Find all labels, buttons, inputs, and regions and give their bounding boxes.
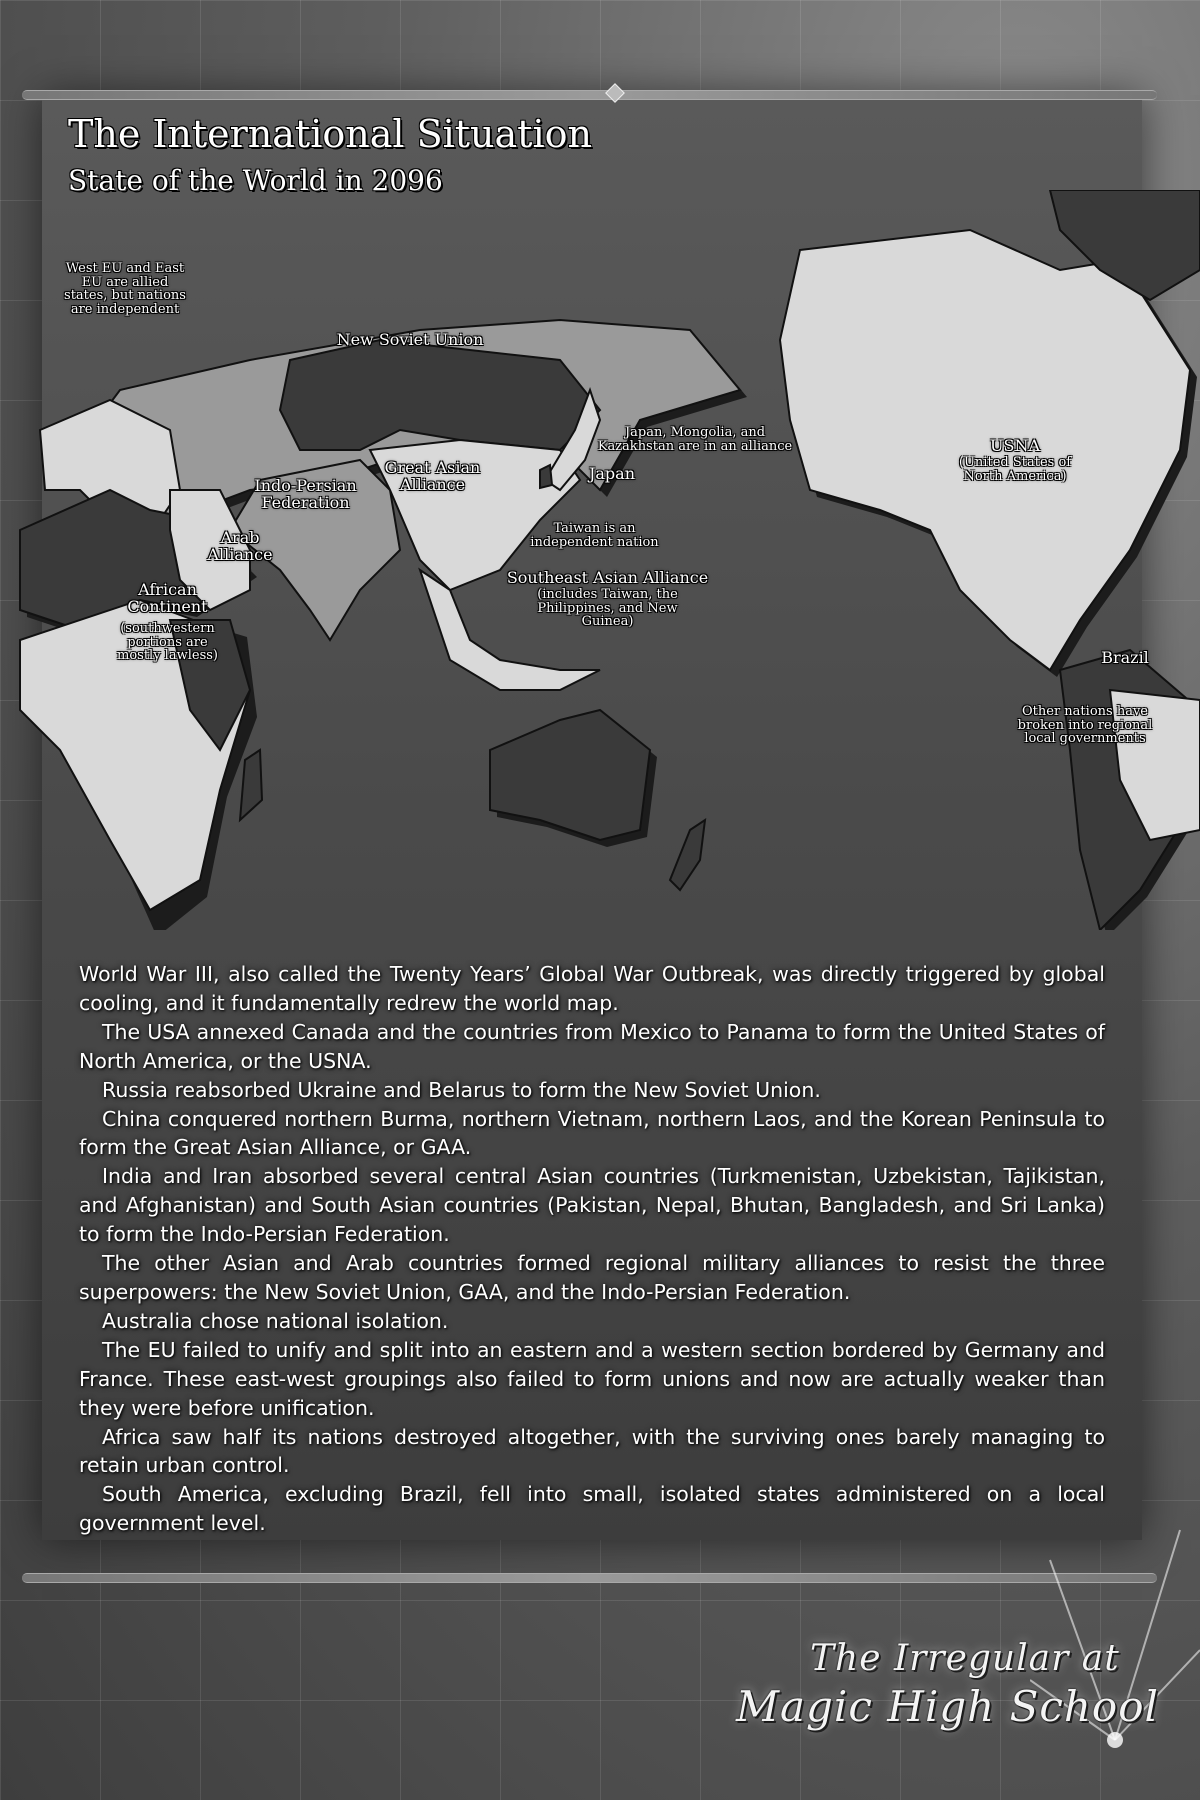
logo-line-1: The Irregular at — [810, 1638, 1120, 1679]
label-taiwan-note: Taiwan is an independent nation — [530, 521, 659, 550]
series-logo — [730, 1630, 1160, 1750]
label-usna: USNA — [990, 436, 1040, 455]
paragraph: Russia reabsorbed Ukraine and Belarus to form the New Soviet Union. — [102, 1077, 821, 1102]
bottom-divider — [22, 1573, 1157, 1583]
page-title: The International Situation — [68, 112, 592, 156]
label-brazil: Brazil — [1101, 648, 1149, 667]
label-japan-note: Japan, Mongolia, and Kazakhstan are in an alliance — [597, 425, 793, 454]
label-other-nations: Other nations have broken into regional local governments — [1017, 704, 1153, 747]
page-subtitle: State of the World in 2096 — [68, 164, 443, 197]
label-usna-note: (United States of North America) — [958, 455, 1072, 484]
label-west-east-eu: West EU and East EU are allied states, but nations are independent — [64, 261, 186, 317]
paragraph: The USA annexed Canada and the countries from Mexico to Panama to form the United States of North America, or the USNA. — [79, 1019, 1105, 1073]
label-african-continent: African Continent — [127, 580, 208, 616]
paragraph: China conquered northern Burma, northern Vietnam, northern Laos, and the Korean Peninsula to form the Great Asian Alliance, or GAA. — [79, 1106, 1105, 1160]
label-japan: Japan — [588, 464, 636, 483]
label-southeast-asian-note: (includes Taiwan, the Philippines, and New Guinea) — [537, 587, 678, 630]
body-text — [79, 960, 1105, 1538]
paragraph: The other Asian and Arab countries formed regional military alliances to resist the three superpowers: the New Soviet Union, GAA, and the Indo-Persian Federation. — [79, 1251, 1105, 1304]
label-great-asian-alliance: Great Asian Alliance — [384, 458, 481, 494]
label-arab-alliance: Arab Alliance — [207, 528, 273, 564]
label-indo-persian: Indo-Persian Federation — [254, 476, 357, 512]
taiwan-region — [540, 465, 552, 488]
paragraph: Australia chose national isolation. — [102, 1308, 449, 1333]
logo-line-2: Magic High School — [736, 1682, 1159, 1731]
madagascar-region — [240, 750, 262, 820]
paragraph: South America, excluding Brazil, fell into small, isolated states administered on a local government level. — [79, 1482, 1105, 1536]
regions — [20, 190, 1200, 930]
label-southeast-asian-alliance: Southeast Asian Alliance — [506, 568, 709, 587]
paragraph: World War III, also called the Twenty Years’ Global War Outbreak, was directly triggered by global cooling, and it fundamentally redrew the world map. — [79, 962, 1105, 1015]
paragraph: Africa saw half its nations destroyed altogether, with the surviving ones barely managing to retain urban control. — [79, 1424, 1105, 1478]
paragraph: The EU failed to unify and split into an eastern and a western section bordered by Germany and France. These east-west groupings also failed to form unions and now are actually weaker than they were before unification. — [79, 1337, 1105, 1420]
top-divider — [22, 90, 1157, 100]
new-zealand-region — [670, 820, 705, 890]
label-african-note: (southwestern portions are mostly lawless) — [117, 621, 218, 664]
label-new-soviet-union: New Soviet Union — [336, 330, 484, 349]
divider-ornament — [605, 83, 625, 103]
paragraph: India and Iran absorbed several central Asian countries (Turkmenistan, Uzbekistan, Tajikistan, and Afghanistan) and South Asian countries (Pakistan, Nepal, Bhutan, Bangladesh, and Sri Lanka) to form the Indo-Persian Federation. — [79, 1164, 1105, 1247]
australia-region — [490, 710, 650, 840]
